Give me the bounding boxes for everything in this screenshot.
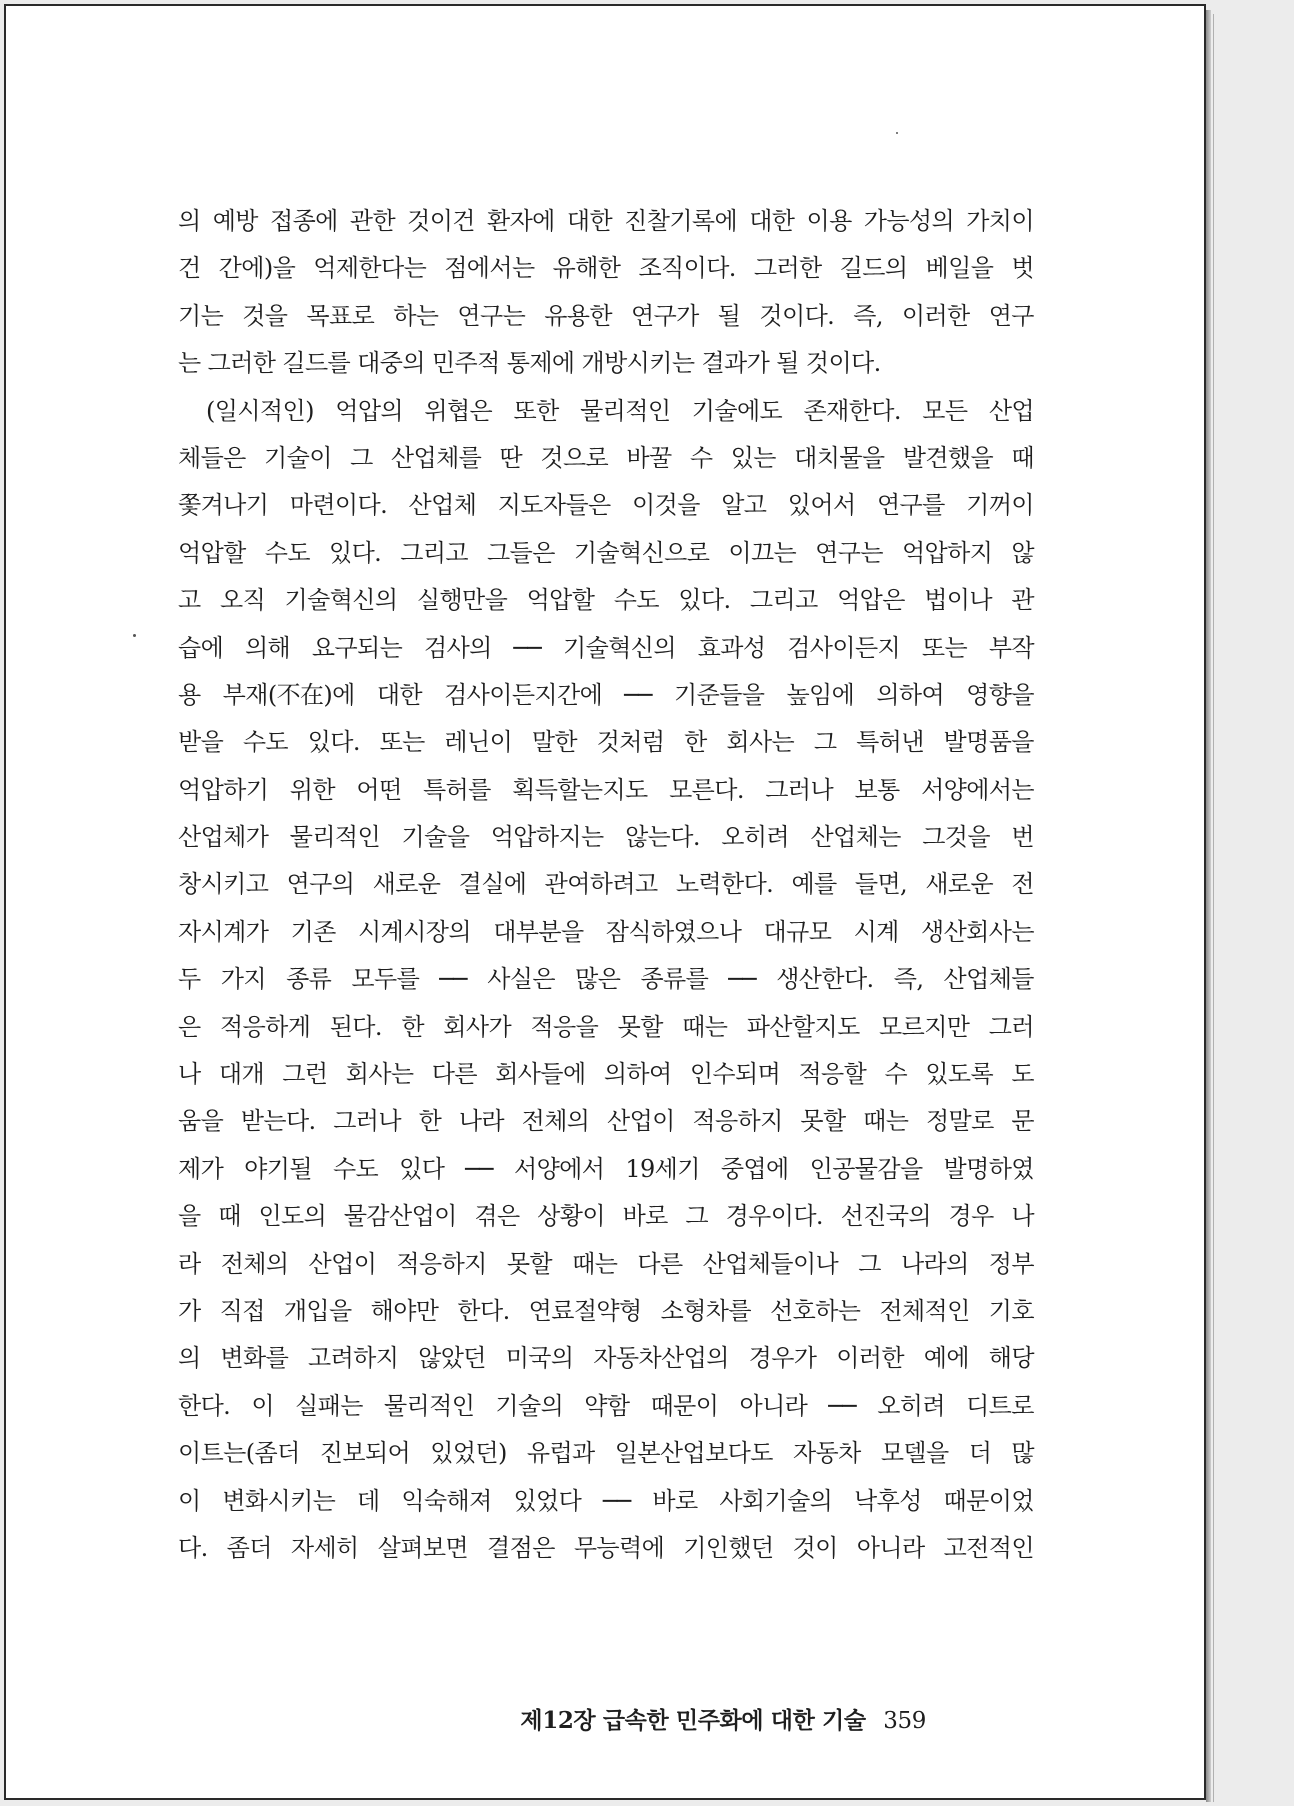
text-line: 한다. 이 실패는 물리적인 기술의 약함 때문이 아니라 ── 오히려 디트로 bbox=[178, 1391, 1034, 1420]
page-edge-shadow bbox=[1206, 10, 1211, 1802]
text-line: 쫓겨나기 마련이다. 산업체 지도자들은 이것을 알고 있어서 연구를 기꺼이 bbox=[178, 491, 1034, 520]
text-line: 용 부재(不在)에 대한 검사이든지간에 ── 기준들을 높임에 의하여 영향을 bbox=[178, 680, 1034, 709]
page-footer bbox=[520, 1702, 926, 1735]
text-line: 자시계가 기존 시계시장의 대부분을 잠식하였으나 대규모 시계 생산회사는 bbox=[178, 917, 1034, 946]
scan-speck bbox=[133, 634, 136, 637]
text-line: 움을 받는다. 그러나 한 나라 전체의 산업이 적응하지 못할 때는 정말로 문 bbox=[178, 1107, 1034, 1136]
text-line: 은 적응하게 된다. 한 회사가 적응을 못할 때는 파산할지도 모르지만 그러 bbox=[178, 1012, 1034, 1041]
page-number: 359 bbox=[883, 1708, 926, 1734]
text-line: 창시키고 연구의 새로운 결실에 관여하려고 노력한다. 예를 들면, 새로운 전 bbox=[178, 870, 1034, 899]
text-line: 건 간에)을 억제한다는 점에서는 유해한 조직이다. 그러한 길드의 베일을 벗 bbox=[178, 254, 1034, 283]
text-line: 의 변화를 고려하지 않았던 미국의 자동차산업의 경우가 이러한 예에 해당 bbox=[178, 1344, 1034, 1373]
text-line: 다. 좀더 자세히 살펴보면 결점은 무능력에 기인했던 것이 아니라 고전적인 bbox=[178, 1533, 1034, 1562]
text-line: 체들은 기술이 그 산업체를 딴 것으로 바꿀 수 있는 대치물을 발견했을 때 bbox=[178, 443, 1034, 472]
text-line: 억압할 수도 있다. 그리고 그들은 기술혁신으로 이끄는 연구는 억압하지 않 bbox=[178, 538, 1034, 567]
scan-speck bbox=[896, 132, 898, 134]
text-line: 받을 수도 있다. 또는 레닌이 말한 것처럼 한 회사는 그 특허낸 발명품을 bbox=[178, 728, 1034, 757]
text-line: 제가 야기될 수도 있다 ── 서양에서 19세기 중엽에 인공물감을 발명하였 bbox=[178, 1154, 1034, 1183]
text-line: 기는 것을 목표로 하는 연구는 유용한 연구가 될 것이다. 즉, 이러한 연구 bbox=[178, 301, 1034, 330]
text-line: 을 때 인도의 물감산업이 겪은 상황이 바로 그 경우이다. 선진국의 경우 나 bbox=[178, 1202, 1034, 1231]
text-line: 의 예방 접종에 관한 것이건 환자에 대한 진찰기록에 대한 이용 가능성의 가치이 bbox=[178, 207, 1034, 235]
running-head: 제12장 급속한 민주화에 대한 기술 bbox=[520, 1707, 866, 1734]
book-page bbox=[4, 4, 1206, 1800]
text-line: 가 직접 개입을 해야만 한다. 연료절약형 소형차를 선호하는 전체적인 기호 bbox=[178, 1296, 1034, 1325]
text-line: 나 대개 그런 회사는 다른 회사들에 의하여 인수되며 적응할 수 있도록 도 bbox=[178, 1060, 1034, 1089]
text-line: 억압하기 위한 어떤 특허를 획득할는지도 모른다. 그러나 보통 서양에서는 bbox=[178, 775, 1034, 804]
text-line: 이 변화시키는 데 익숙해져 있었다 ── 바로 사회기술의 낙후성 때문이었 bbox=[178, 1486, 1034, 1515]
body-text bbox=[178, 198, 1034, 1572]
text-line: 이트는(좀더 진보되어 있었던) 유럽과 일본산업보다도 자동차 모델을 더 많 bbox=[178, 1439, 1034, 1468]
page-edge-line bbox=[1213, 14, 1214, 1802]
text-line: 습에 의해 요구되는 검사의 ── 기술혁신의 효과성 검사이든지 또는 부작 bbox=[178, 633, 1034, 662]
text-line: 산업체가 물리적인 기술을 억압하지는 않는다. 오히려 산업체는 그것을 번 bbox=[178, 823, 1034, 852]
text-line: 두 가지 종류 모두를 ── 사실은 많은 종류를 ── 생산한다. 즉, 산업체들 bbox=[178, 965, 1034, 994]
text-line: 라 전체의 산업이 적응하지 못할 때는 다른 산업체들이나 그 나라의 정부 bbox=[178, 1249, 1034, 1278]
text-line: 고 오직 기술혁신의 실행만을 억압할 수도 있다. 그리고 억압은 법이나 관 bbox=[178, 586, 1034, 615]
text-line: (일시적인) 억압의 위협은 또한 물리적인 기술에도 존재한다. 모든 산업 bbox=[206, 396, 1034, 425]
text-line: 는 그러한 길드를 대중의 민주적 통제에 개방시키는 결과가 될 것이다. bbox=[178, 349, 881, 378]
